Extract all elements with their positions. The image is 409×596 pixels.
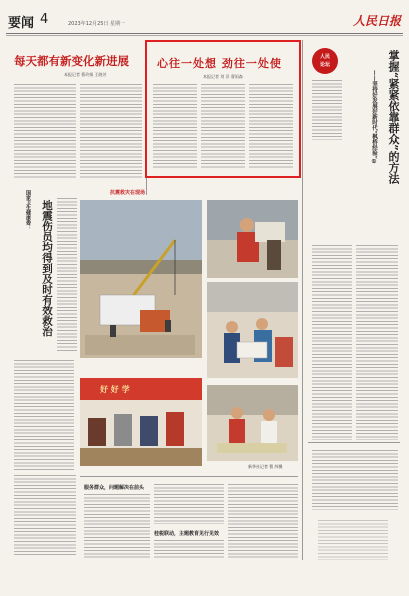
photo-credit: 新华社记者 曹 纬摄 — [248, 464, 283, 469]
page-header — [0, 0, 409, 34]
quake-vertical-subtitle: 国家卫生健康委： — [25, 190, 31, 230]
featured-headline: 心往一处想 劲往一处使 — [157, 57, 282, 70]
photo-study-session — [80, 378, 202, 466]
main-text-col-1 — [14, 84, 76, 179]
masthead-logo: 人民日报 — [352, 14, 401, 28]
bottom-subhead-1: 服务群众，问题解决在前头 — [84, 485, 145, 491]
featured-text-col-2 — [201, 84, 245, 170]
right-text-col-1 — [312, 245, 352, 440]
bottom-text-col-1 — [84, 494, 150, 560]
bottom-text-col-2b — [154, 540, 224, 560]
left-bottom-text — [14, 475, 76, 555]
right-note-text — [312, 450, 398, 510]
bottom-subhead-2: 桂税联动，主题教育见行见效 — [154, 531, 220, 537]
photo-banner-text: 好 好 学 — [100, 384, 130, 394]
page-number: 4 — [40, 12, 49, 27]
header-rule — [6, 33, 403, 34]
quake-text-col-b — [14, 360, 74, 470]
right-column-rule — [308, 442, 400, 443]
featured-text-col-1 — [153, 84, 197, 170]
section-name: 要闻 — [8, 16, 35, 31]
date-line: 2023年12月25日 星期一 — [68, 21, 126, 27]
featured-text-col-3 — [249, 84, 293, 170]
right-lead-text — [312, 80, 342, 140]
quake-vertical-title: 地震伤员均得到及时有效救治 — [41, 200, 53, 337]
right-footer-list — [318, 520, 388, 560]
bottom-rule — [80, 476, 298, 477]
forum-badge — [312, 48, 338, 74]
photo-relief-supplies — [207, 282, 298, 378]
photo-section-label: 抗震救灾在现场 — [110, 190, 146, 196]
bottom-text-col-2a — [154, 484, 224, 524]
photo-worker-bag — [207, 200, 298, 278]
photo-ceremony — [207, 385, 298, 461]
bottom-text-col-3 — [228, 484, 298, 560]
main-byline: 本报记者 曹玲娟 王晓芳 — [64, 72, 107, 77]
header-rule-thin — [6, 35, 403, 36]
main-text-col-2 — [80, 84, 142, 179]
right-column-divider — [302, 40, 303, 560]
right-text-col-2 — [356, 245, 398, 440]
photo-crane-construction — [80, 200, 202, 358]
main-headline: 每天都有新变化新进展 — [14, 54, 129, 68]
badge-line-2: 论坛 — [319, 62, 330, 68]
quake-text-col-a — [57, 198, 77, 353]
right-vertical-subtitle: ——坚持好发展好新时代“枫桥经验”① — [371, 70, 377, 165]
featured-article-box — [145, 40, 301, 178]
right-vertical-title: 掌握“紧紧依靠群众”的方法 — [387, 50, 400, 184]
badge-line-1: 人民 — [319, 54, 330, 60]
featured-byline: 本报记者 刘 洋 曹雨森 — [203, 74, 243, 79]
